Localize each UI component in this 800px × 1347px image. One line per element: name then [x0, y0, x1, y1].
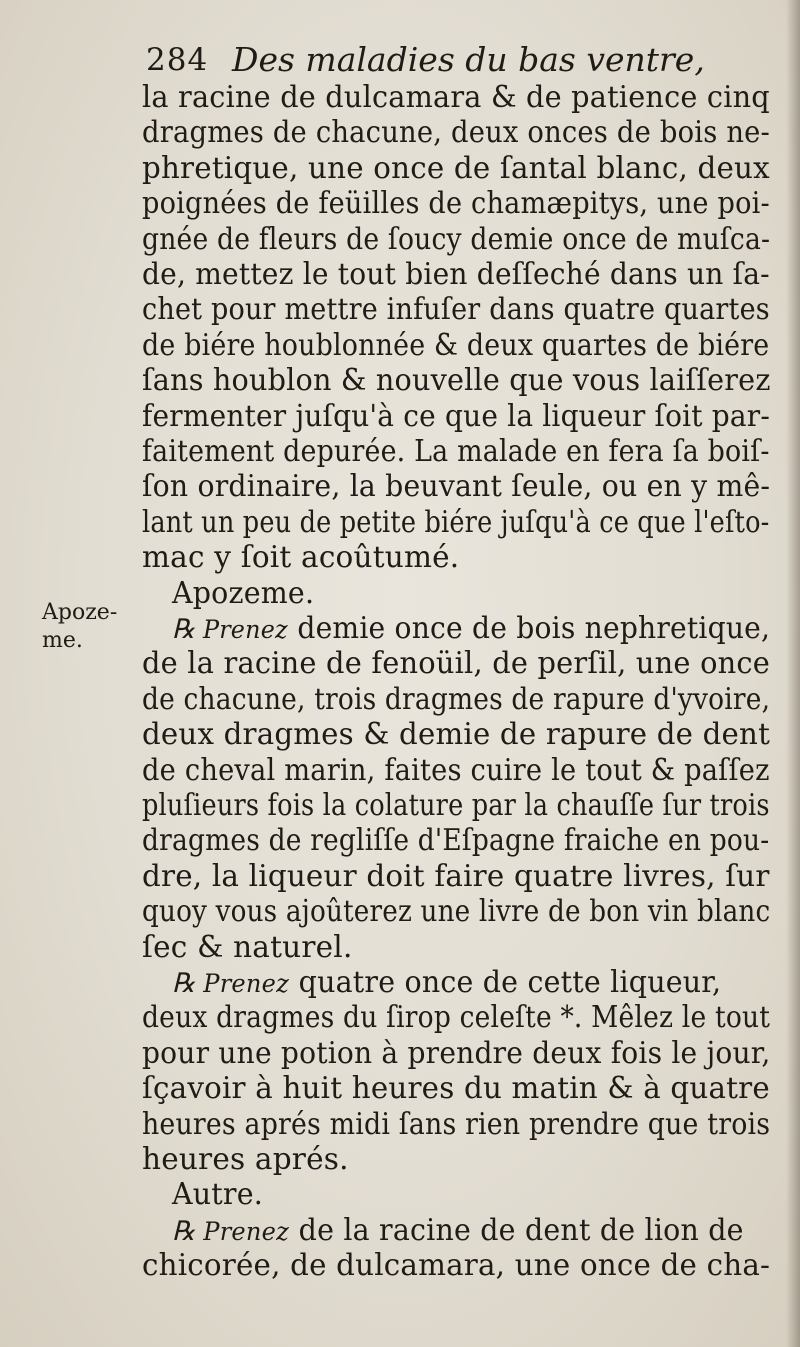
prenez-word: Prenez — [203, 1216, 290, 1246]
line-text: chet pour mettre infuſer dans quatre quartes — [142, 292, 770, 327]
text-line — [142, 1142, 762, 1176]
text-line — [142, 80, 770, 114]
text-line — [142, 434, 770, 468]
line-text: gnée de fleurs de ſoucy demie once de muſca- — [142, 221, 771, 256]
running-title: Des maladies du bas ventre, — [232, 40, 705, 79]
line-text: lant un peu de petite biére juſqu'à ce que l'eſto- — [142, 504, 770, 539]
text-line — [142, 257, 770, 291]
line-text: demie once de bois nephretique, — [297, 611, 771, 645]
text-line — [142, 930, 762, 964]
margin-note-line-2: me. — [42, 628, 83, 653]
text-line — [142, 1106, 771, 1141]
line-text: de chacune, trois dragmes de rapure d'yvoire, — [142, 681, 771, 716]
line-text: quoy vous ajoûterez une livre de bon vin blanc — [142, 894, 771, 929]
text-line — [172, 965, 770, 1001]
text-line — [142, 788, 770, 822]
text-line — [142, 1248, 771, 1283]
line-text: quatre once de cette liqueur, — [298, 965, 722, 999]
line-text: Autre. — [172, 1177, 263, 1212]
page-header — [140, 30, 780, 86]
line-text: heures aprés. — [142, 1142, 349, 1176]
recipe-symbol: ℞ — [172, 614, 196, 645]
text-line — [142, 363, 771, 398]
line-text: de la racine de fenoüil, de perſil, une once — [142, 646, 771, 681]
text-line — [142, 717, 771, 752]
line-text: ſon ordinaire, la beuvant ſeule, ou en y mê- — [142, 469, 771, 504]
line-text: de cheval marin, faites cuire le tout & paſſez — [142, 752, 770, 787]
line-text: dragmes de chacune, deux onces de bois ne- — [142, 115, 770, 150]
line-text: fermenter juſqu'à ce que la liqueur ſoit par- — [142, 398, 771, 433]
line-text: Apozeme. — [172, 575, 315, 610]
line-text: deux dragmes du ſirop celeſte *. Mêlez le tout — [142, 1000, 771, 1035]
line-text: phretique, une once de ſantal blanc, deux — [142, 150, 770, 185]
line-text: mac y ſoit acoûtumé. — [142, 540, 460, 575]
line-text: pluſieurs fois la colature par la chauſſe ſur trois — [142, 788, 770, 822]
line-text: faitement depurée. La malade en fera ſa boiſ- — [142, 434, 770, 468]
prenez-word: Prenez — [203, 969, 290, 998]
line-text: dre, la liqueur doit faire quatre livres, ſur — [142, 858, 770, 893]
text-line — [142, 823, 770, 858]
line-text: de biére houblonnée & deux quartes de biére — [142, 327, 770, 362]
text-line — [142, 221, 771, 256]
text-line — [142, 115, 770, 150]
text-line — [142, 1000, 771, 1035]
text-line — [142, 894, 771, 929]
text-line — [142, 150, 770, 185]
text-line — [142, 469, 771, 504]
text-line — [172, 1213, 770, 1249]
line-text: ſçavoir à huit heures du matin & à quatre — [142, 1071, 770, 1106]
text-line — [142, 1035, 771, 1070]
line-text: dragmes de regliſſe d'Eſpagne fraiche en pou- — [142, 823, 770, 858]
text-line — [142, 646, 771, 681]
text-line — [172, 611, 771, 647]
line-text: deux dragmes & demie de rapure de dent — [142, 717, 771, 752]
text-line — [172, 576, 770, 610]
line-text: la racine de dulcamara & de patience cinq — [142, 80, 770, 114]
margin-note-line-1: Apoze- — [42, 600, 118, 625]
text-line — [142, 504, 770, 539]
text-line — [142, 398, 771, 433]
text-line — [142, 327, 770, 362]
line-text: de la racine de dent de lion de — [298, 1212, 744, 1247]
line-text: chicorée, de dulcamara, une once de cha- — [142, 1248, 771, 1283]
page-edge-shadow — [786, 0, 800, 1347]
text-line — [142, 186, 770, 221]
text-line — [172, 1177, 770, 1211]
prenez-word: Prenez — [202, 615, 288, 644]
line-text: ſans houblon & nouvelle que vous laiſſerez — [142, 363, 771, 398]
text-line — [142, 858, 770, 893]
text-line — [142, 540, 762, 574]
line-text: ſec & naturel. — [142, 929, 353, 964]
line-text: de, mettez le tout bien deſſeché dans un ſa- — [142, 257, 770, 291]
line-text: poignées de feüilles de chamæpitys, une poi- — [142, 186, 770, 221]
line-text: pour une potion à prendre deux fois le jour, — [142, 1035, 771, 1070]
text-line — [142, 681, 771, 716]
recipe-symbol: ℞ — [172, 1215, 196, 1247]
page-number: 284 — [146, 42, 209, 78]
line-text: heures aprés midi ſans rien prendre que trois — [142, 1106, 771, 1141]
text-line — [142, 292, 770, 327]
recipe-symbol: ℞ — [172, 968, 196, 999]
text-line — [142, 752, 770, 787]
text-line — [142, 1071, 770, 1106]
